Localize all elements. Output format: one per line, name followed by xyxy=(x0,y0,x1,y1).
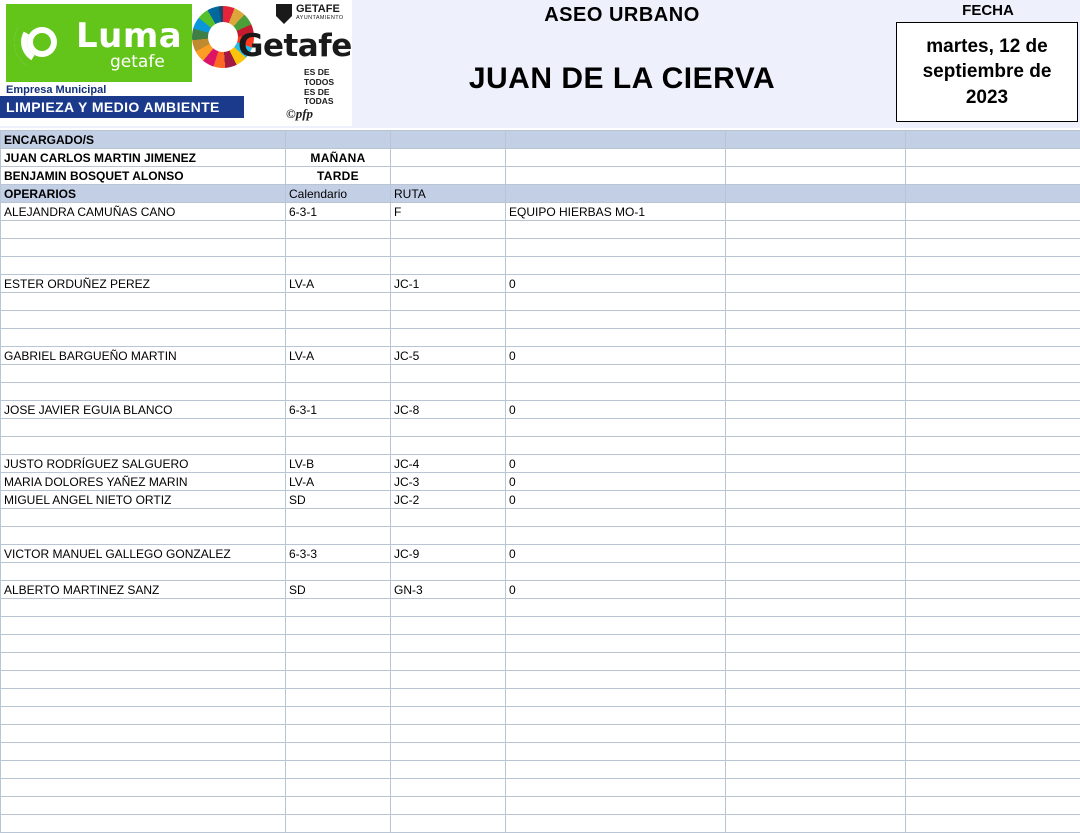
worker-calendario xyxy=(286,689,391,707)
worker-cell-e xyxy=(726,635,906,653)
worker-cell-e xyxy=(726,761,906,779)
worker-observations xyxy=(506,761,726,779)
worker-cell-f xyxy=(906,383,1080,401)
table-row xyxy=(1,473,1080,491)
worker-ruta xyxy=(391,707,506,725)
worker-calendario: 6-3-1 xyxy=(286,203,391,221)
table-row xyxy=(1,671,1080,689)
worker-cell-f xyxy=(906,239,1080,257)
worker-observations: 0 xyxy=(506,545,726,563)
table-row xyxy=(1,581,1080,599)
worker-name xyxy=(1,797,286,815)
worker-name xyxy=(1,563,286,581)
worker-calendario xyxy=(286,671,391,689)
encargados-header-cell-f xyxy=(906,131,1080,149)
encargados-header-label: ENCARGADO/S xyxy=(1,131,286,149)
worker-calendario: LV-B xyxy=(286,455,391,473)
worker-observations xyxy=(506,563,726,581)
worker-cell-e xyxy=(726,527,906,545)
worker-cell-e xyxy=(726,365,906,383)
table-row xyxy=(1,401,1080,419)
manager-cell-c xyxy=(391,167,506,185)
table-row xyxy=(1,509,1080,527)
worker-calendario xyxy=(286,779,391,797)
manager-shift: MAÑANA xyxy=(286,149,391,167)
worker-cell-e xyxy=(726,563,906,581)
worker-calendario xyxy=(286,725,391,743)
worker-cell-f xyxy=(906,671,1080,689)
worker-observations xyxy=(506,797,726,815)
worker-calendario xyxy=(286,383,391,401)
worker-cell-e xyxy=(726,509,906,527)
worker-ruta xyxy=(391,815,506,833)
worker-ruta: JC-4 xyxy=(391,455,506,473)
worker-calendario xyxy=(286,221,391,239)
encargados-header-row xyxy=(1,131,1080,149)
table-row xyxy=(1,761,1080,779)
worker-name xyxy=(1,239,286,257)
worker-observations xyxy=(506,671,726,689)
worker-cell-e xyxy=(726,419,906,437)
worker-ruta: JC-3 xyxy=(391,473,506,491)
worker-ruta xyxy=(391,239,506,257)
worker-name xyxy=(1,815,286,833)
worker-cell-e xyxy=(726,779,906,797)
table-row xyxy=(1,563,1080,581)
worker-calendario xyxy=(286,617,391,635)
operarios-header-cell-d xyxy=(506,185,726,203)
worker-cell-f xyxy=(906,329,1080,347)
limpieza-medio-ambiente-bar xyxy=(0,96,244,118)
worker-observations: 0 xyxy=(506,473,726,491)
worker-calendario: LV-A xyxy=(286,347,391,365)
table-row xyxy=(1,329,1080,347)
worker-ruta xyxy=(391,563,506,581)
worker-cell-e xyxy=(726,797,906,815)
worker-name xyxy=(1,257,286,275)
worker-cell-f xyxy=(906,509,1080,527)
worker-name xyxy=(1,653,286,671)
worker-observations xyxy=(506,653,726,671)
worker-cell-e xyxy=(726,581,906,599)
worker-observations xyxy=(506,293,726,311)
worker-cell-f xyxy=(906,707,1080,725)
worker-name xyxy=(1,365,286,383)
worker-ruta xyxy=(391,221,506,239)
table-row xyxy=(1,653,1080,671)
table-row xyxy=(1,635,1080,653)
worker-cell-f xyxy=(906,761,1080,779)
table-row xyxy=(1,203,1080,221)
worker-ruta xyxy=(391,617,506,635)
worker-cell-e xyxy=(726,311,906,329)
ruta-header-label: RUTA xyxy=(391,185,506,203)
worker-name: JUSTO RODRÍGUEZ SALGUERO xyxy=(1,455,286,473)
worker-ruta xyxy=(391,779,506,797)
worker-cell-e xyxy=(726,707,906,725)
table-row xyxy=(1,815,1080,833)
worker-cell-e xyxy=(726,401,906,419)
worker-ruta xyxy=(391,797,506,815)
operarios-header-cell-e xyxy=(726,185,906,203)
worker-cell-f xyxy=(906,725,1080,743)
luma-swirl-icon xyxy=(14,14,70,70)
worker-ruta xyxy=(391,599,506,617)
luma-wordmark: Luma xyxy=(76,16,182,56)
page-title: ASEO URBANO xyxy=(352,4,892,27)
worker-ruta xyxy=(391,365,506,383)
worker-calendario xyxy=(286,797,391,815)
worker-observations xyxy=(506,599,726,617)
worker-cell-e xyxy=(726,203,906,221)
worker-cell-e xyxy=(726,545,906,563)
assignment-table xyxy=(0,130,1080,833)
worker-name xyxy=(1,221,286,239)
worker-cell-e xyxy=(726,473,906,491)
credit-label: ©pfp xyxy=(286,106,313,122)
worker-observations xyxy=(506,815,726,833)
worker-cell-e xyxy=(726,437,906,455)
worker-cell-e xyxy=(726,815,906,833)
worker-cell-f xyxy=(906,419,1080,437)
manager-cell-d xyxy=(506,149,726,167)
worker-calendario: 6-3-1 xyxy=(286,401,391,419)
worker-cell-e xyxy=(726,293,906,311)
table-row xyxy=(1,725,1080,743)
worker-ruta xyxy=(391,437,506,455)
worker-calendario: LV-A xyxy=(286,275,391,293)
worker-name xyxy=(1,527,286,545)
manager-cell-d xyxy=(506,167,726,185)
worker-ruta xyxy=(391,527,506,545)
worker-cell-e xyxy=(726,383,906,401)
worker-observations xyxy=(506,365,726,383)
worker-observations: 0 xyxy=(506,347,726,365)
worker-cell-f xyxy=(906,203,1080,221)
worker-ruta xyxy=(391,383,506,401)
table-row xyxy=(1,491,1080,509)
es-de-todos-label: ES DE TODOS ES DE TODAS xyxy=(304,68,352,107)
worker-calendario xyxy=(286,761,391,779)
worker-calendario xyxy=(286,419,391,437)
worker-cell-f xyxy=(906,275,1080,293)
worker-ruta xyxy=(391,329,506,347)
worker-calendario: SD xyxy=(286,581,391,599)
worker-cell-e xyxy=(726,221,906,239)
fecha-value: martes, 12 de septiembre de 2023 xyxy=(896,22,1078,122)
manager-cell-c xyxy=(391,149,506,167)
worker-observations: EQUIPO HIERBAS MO-1 xyxy=(506,203,726,221)
table-row xyxy=(1,545,1080,563)
table-row xyxy=(1,527,1080,545)
worker-observations xyxy=(506,527,726,545)
ayuntamiento-sub: AYUNTAMIENTO xyxy=(296,16,344,22)
luma-getafe-logo xyxy=(6,4,192,82)
worker-cell-f xyxy=(906,347,1080,365)
worker-cell-e xyxy=(726,653,906,671)
worker-cell-f xyxy=(906,311,1080,329)
worker-cell-e xyxy=(726,275,906,293)
worker-observations xyxy=(506,635,726,653)
limpieza-label: LIMPIEZA Y MEDIO AMBIENTE xyxy=(6,99,220,115)
worker-ruta xyxy=(391,419,506,437)
table-row xyxy=(1,779,1080,797)
worker-observations: 0 xyxy=(506,491,726,509)
worker-ruta: F xyxy=(391,203,506,221)
worker-name xyxy=(1,509,286,527)
worker-ruta xyxy=(391,509,506,527)
worker-cell-f xyxy=(906,779,1080,797)
worker-cell-f xyxy=(906,437,1080,455)
manager-name: JUAN CARLOS MARTIN JIMENEZ xyxy=(1,149,286,167)
worker-name xyxy=(1,617,286,635)
worker-cell-f xyxy=(906,797,1080,815)
worker-cell-e xyxy=(726,329,906,347)
worker-cell-e xyxy=(726,347,906,365)
worker-name xyxy=(1,329,286,347)
worker-observations xyxy=(506,239,726,257)
worker-cell-e xyxy=(726,491,906,509)
worker-ruta xyxy=(391,743,506,761)
table-row xyxy=(1,257,1080,275)
table-row xyxy=(1,383,1080,401)
shield-icon xyxy=(276,4,292,24)
worker-name: JOSE JAVIER EGUIA BLANCO xyxy=(1,401,286,419)
worker-cell-f xyxy=(906,545,1080,563)
sheet-header xyxy=(0,0,1080,130)
worker-name xyxy=(1,599,286,617)
worker-calendario xyxy=(286,707,391,725)
empresa-municipal-label: Empresa Municipal xyxy=(6,84,256,96)
worker-name xyxy=(1,761,286,779)
table-row xyxy=(1,275,1080,293)
manager-cell-e xyxy=(726,167,906,185)
worker-observations: 0 xyxy=(506,275,726,293)
worker-cell-f xyxy=(906,635,1080,653)
worker-cell-e xyxy=(726,689,906,707)
ayuntamiento-name: GETAFE xyxy=(296,3,340,15)
worker-cell-e xyxy=(726,743,906,761)
worker-name: ESTER ORDUÑEZ PEREZ xyxy=(1,275,286,293)
worker-name xyxy=(1,311,286,329)
worker-cell-e xyxy=(726,725,906,743)
worker-cell-f xyxy=(906,293,1080,311)
worker-name xyxy=(1,707,286,725)
worker-calendario xyxy=(286,815,391,833)
worker-calendario xyxy=(286,437,391,455)
worker-observations xyxy=(506,509,726,527)
worker-name xyxy=(1,743,286,761)
worker-cell-e xyxy=(726,239,906,257)
calendario-header-label: Calendario xyxy=(286,185,391,203)
worker-cell-e xyxy=(726,599,906,617)
worker-ruta xyxy=(391,653,506,671)
table-row xyxy=(1,437,1080,455)
worker-name xyxy=(1,419,286,437)
worker-ruta xyxy=(391,689,506,707)
table-row xyxy=(1,797,1080,815)
worker-cell-f xyxy=(906,491,1080,509)
worker-calendario xyxy=(286,509,391,527)
worker-calendario xyxy=(286,311,391,329)
encargados-header-cell-d xyxy=(506,131,726,149)
worker-cell-f xyxy=(906,401,1080,419)
getafe-wordmark: Getafe xyxy=(238,28,352,64)
worker-name: GABRIEL BARGUEÑO MARTIN xyxy=(1,347,286,365)
worker-ruta xyxy=(391,635,506,653)
worker-observations: 0 xyxy=(506,401,726,419)
worker-calendario xyxy=(286,257,391,275)
table-row xyxy=(1,707,1080,725)
table-row xyxy=(1,293,1080,311)
worker-cell-f xyxy=(906,455,1080,473)
worker-ruta xyxy=(391,293,506,311)
worker-cell-f xyxy=(906,743,1080,761)
worker-cell-f xyxy=(906,815,1080,833)
operarios-header-cell-f xyxy=(906,185,1080,203)
worker-cell-e xyxy=(726,671,906,689)
table-row xyxy=(1,599,1080,617)
worker-name xyxy=(1,635,286,653)
worker-calendario: 6-3-3 xyxy=(286,545,391,563)
worker-ruta: JC-5 xyxy=(391,347,506,365)
worker-observations xyxy=(506,419,726,437)
worker-cell-f xyxy=(906,257,1080,275)
manager-row xyxy=(1,167,1080,185)
worker-observations xyxy=(506,725,726,743)
worker-ruta xyxy=(391,761,506,779)
worker-calendario xyxy=(286,293,391,311)
manager-cell-e xyxy=(726,149,906,167)
worker-observations xyxy=(506,329,726,347)
worker-cell-f xyxy=(906,581,1080,599)
worker-observations xyxy=(506,383,726,401)
worker-name: MARIA DOLORES YAÑEZ MARIN xyxy=(1,473,286,491)
table-row xyxy=(1,689,1080,707)
worker-ruta xyxy=(391,311,506,329)
route-title: JUAN DE LA CIERVA xyxy=(352,62,892,96)
manager-name: BENJAMIN BOSQUET ALONSO xyxy=(1,167,286,185)
table-row xyxy=(1,239,1080,257)
worker-observations xyxy=(506,311,726,329)
worker-name xyxy=(1,725,286,743)
worker-observations xyxy=(506,743,726,761)
operarios-header-label: OPERARIOS xyxy=(1,185,286,203)
table-row xyxy=(1,419,1080,437)
table-row xyxy=(1,365,1080,383)
worker-observations xyxy=(506,257,726,275)
worker-ruta: JC-9 xyxy=(391,545,506,563)
worker-calendario: LV-A xyxy=(286,473,391,491)
worker-cell-f xyxy=(906,689,1080,707)
worker-cell-f xyxy=(906,365,1080,383)
worker-cell-f xyxy=(906,473,1080,491)
table-row xyxy=(1,617,1080,635)
getafe-ayuntamiento-logo xyxy=(192,2,352,96)
table-row xyxy=(1,221,1080,239)
worker-cell-f xyxy=(906,653,1080,671)
worker-observations xyxy=(506,707,726,725)
manager-cell-f xyxy=(906,167,1080,185)
worker-calendario xyxy=(286,563,391,581)
worker-cell-e xyxy=(726,617,906,635)
worker-name xyxy=(1,383,286,401)
worker-ruta: JC-8 xyxy=(391,401,506,419)
worker-calendario xyxy=(286,527,391,545)
worker-cell-f xyxy=(906,527,1080,545)
worker-name: VICTOR MANUEL GALLEGO GONZALEZ xyxy=(1,545,286,563)
worker-calendario xyxy=(286,599,391,617)
worker-ruta xyxy=(391,257,506,275)
worker-name xyxy=(1,689,286,707)
table-body xyxy=(1,131,1080,833)
worker-observations xyxy=(506,779,726,797)
worker-calendario xyxy=(286,635,391,653)
fecha-label: FECHA xyxy=(898,2,1078,19)
encargados-header-cell-e xyxy=(726,131,906,149)
worker-calendario xyxy=(286,365,391,383)
table-row xyxy=(1,311,1080,329)
worker-ruta xyxy=(391,671,506,689)
worker-ruta: JC-2 xyxy=(391,491,506,509)
table-row xyxy=(1,743,1080,761)
worker-cell-f xyxy=(906,563,1080,581)
manager-shift: TARDE xyxy=(286,167,391,185)
worker-cell-e xyxy=(726,455,906,473)
table-row xyxy=(1,347,1080,365)
worker-cell-e xyxy=(726,257,906,275)
worker-calendario: SD xyxy=(286,491,391,509)
worker-calendario xyxy=(286,329,391,347)
worker-observations xyxy=(506,617,726,635)
worker-name xyxy=(1,437,286,455)
worker-cell-f xyxy=(906,617,1080,635)
logo-area xyxy=(0,0,352,126)
ayuntamiento-label xyxy=(296,4,344,21)
encargados-header-cell-b xyxy=(286,131,391,149)
manager-row xyxy=(1,149,1080,167)
luma-subwordmark: getafe xyxy=(110,52,165,72)
worker-ruta: GN-3 xyxy=(391,581,506,599)
worker-cell-f xyxy=(906,599,1080,617)
worker-name: ALBERTO MARTINEZ SANZ xyxy=(1,581,286,599)
worker-ruta xyxy=(391,725,506,743)
worker-observations: 0 xyxy=(506,581,726,599)
worker-cell-f xyxy=(906,221,1080,239)
worker-name xyxy=(1,293,286,311)
worker-ruta: JC-1 xyxy=(391,275,506,293)
encargados-header-cell-c xyxy=(391,131,506,149)
worker-observations xyxy=(506,221,726,239)
worker-calendario xyxy=(286,653,391,671)
operarios-header-row xyxy=(1,185,1080,203)
worker-observations xyxy=(506,437,726,455)
table-row xyxy=(1,455,1080,473)
worker-observations xyxy=(506,689,726,707)
worker-name xyxy=(1,671,286,689)
worker-name xyxy=(1,779,286,797)
manager-cell-f xyxy=(906,149,1080,167)
worker-calendario xyxy=(286,743,391,761)
worker-name: MIGUEL ANGEL NIETO ORTIZ xyxy=(1,491,286,509)
worker-name: ALEJANDRA CAMUÑAS CANO xyxy=(1,203,286,221)
worker-observations: 0 xyxy=(506,455,726,473)
worker-calendario xyxy=(286,239,391,257)
